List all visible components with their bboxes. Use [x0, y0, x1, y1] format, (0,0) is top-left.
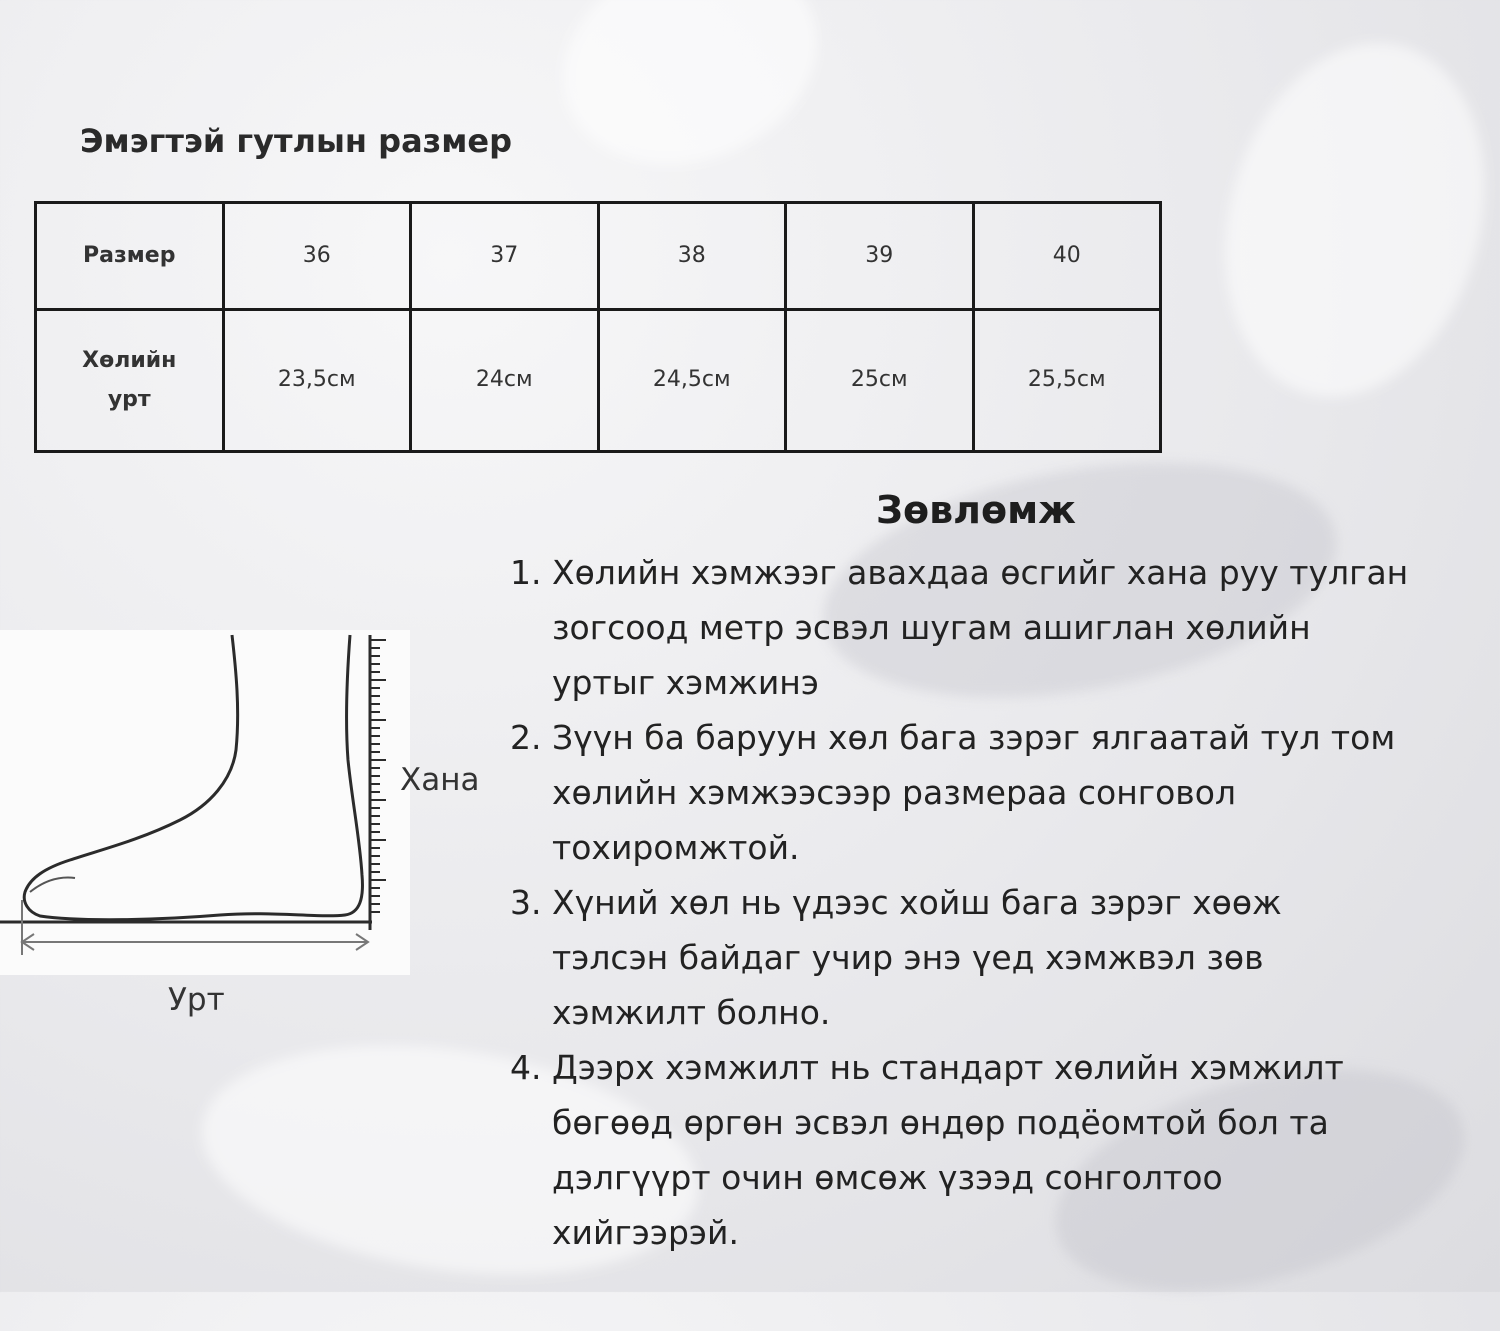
length-label: Урт: [168, 982, 225, 1018]
item-line: Дээрх хэмжилт нь стандарт хөлийн хэмжилт: [552, 1048, 1344, 1087]
table-cell: 24см: [411, 310, 599, 452]
wall-label: Хана: [400, 762, 480, 798]
item-line: бөгөөд өргөн эсвэл өндөр подёомтой бол та: [552, 1103, 1329, 1142]
item-line: уртыг хэмжинэ: [552, 663, 819, 702]
advice-title: Зөвлөмж: [876, 488, 1076, 532]
table-cell: 24,5см: [598, 310, 786, 452]
item-text: [552, 875, 1480, 1040]
item-text: [552, 545, 1480, 710]
item-line: дэлгүүрт очин өмсөж үзээд сонголтоо: [552, 1158, 1223, 1197]
item-line: Хөлийн хэмжээг авахдаа өсгийг хана руу тулган: [552, 553, 1409, 592]
table-cell: 36: [223, 203, 411, 310]
item-number: 3.: [510, 883, 542, 922]
advice-list: [510, 545, 1480, 1260]
list-item: [510, 1040, 1480, 1260]
table-cell: 25,5см: [973, 310, 1161, 452]
row-label-line: урт: [107, 386, 151, 412]
table-row: [36, 203, 1161, 310]
table-cell: 39: [786, 203, 974, 310]
list-item: [510, 710, 1480, 875]
item-number: 1.: [510, 553, 542, 592]
table-cell: 23,5см: [223, 310, 411, 452]
foot-measure-diagram: [0, 630, 410, 975]
item-line: Зүүн ба баруун хөл бага зэрэг ялгаатай тул том: [552, 718, 1396, 757]
table-cell: 37: [411, 203, 599, 310]
item-text: [552, 710, 1480, 875]
list-item: [510, 545, 1480, 710]
table-cell: 40: [973, 203, 1161, 310]
row-label-line: Хөлийн: [82, 348, 177, 373]
background-shape: [534, 0, 847, 198]
table-cell: 38: [598, 203, 786, 310]
size-table-title: Эмэгтэй гутлын размер: [80, 122, 513, 160]
table-row: [36, 310, 1161, 452]
item-text: [552, 1040, 1480, 1260]
table-cell: 25см: [786, 310, 974, 452]
list-item: [510, 875, 1480, 1040]
row-label-foot-length: [36, 310, 224, 452]
item-line: хөлийн хэмжээсээр размераа сонговол: [552, 773, 1237, 812]
item-line: хэмжилт болно.: [552, 993, 831, 1032]
item-number: 2.: [510, 718, 542, 757]
item-line: хийгээрэй.: [552, 1213, 739, 1252]
item-line: Хүний хөл нь үдээс хойш бага зэрэг хөөж: [552, 883, 1282, 922]
size-table: [34, 201, 1162, 453]
item-number: 4.: [510, 1048, 542, 1087]
foot-outline-icon: [0, 630, 410, 975]
background-shape: [1188, 14, 1500, 426]
item-line: тэлсэн байдаг учир энэ үед хэмжвэл зөв: [552, 938, 1264, 977]
item-line: зогсоод метр эсвэл шугам ашиглан хөлийн: [552, 608, 1311, 647]
row-label-size: Размер: [36, 203, 224, 310]
item-line: тохиромжтой.: [552, 828, 800, 867]
